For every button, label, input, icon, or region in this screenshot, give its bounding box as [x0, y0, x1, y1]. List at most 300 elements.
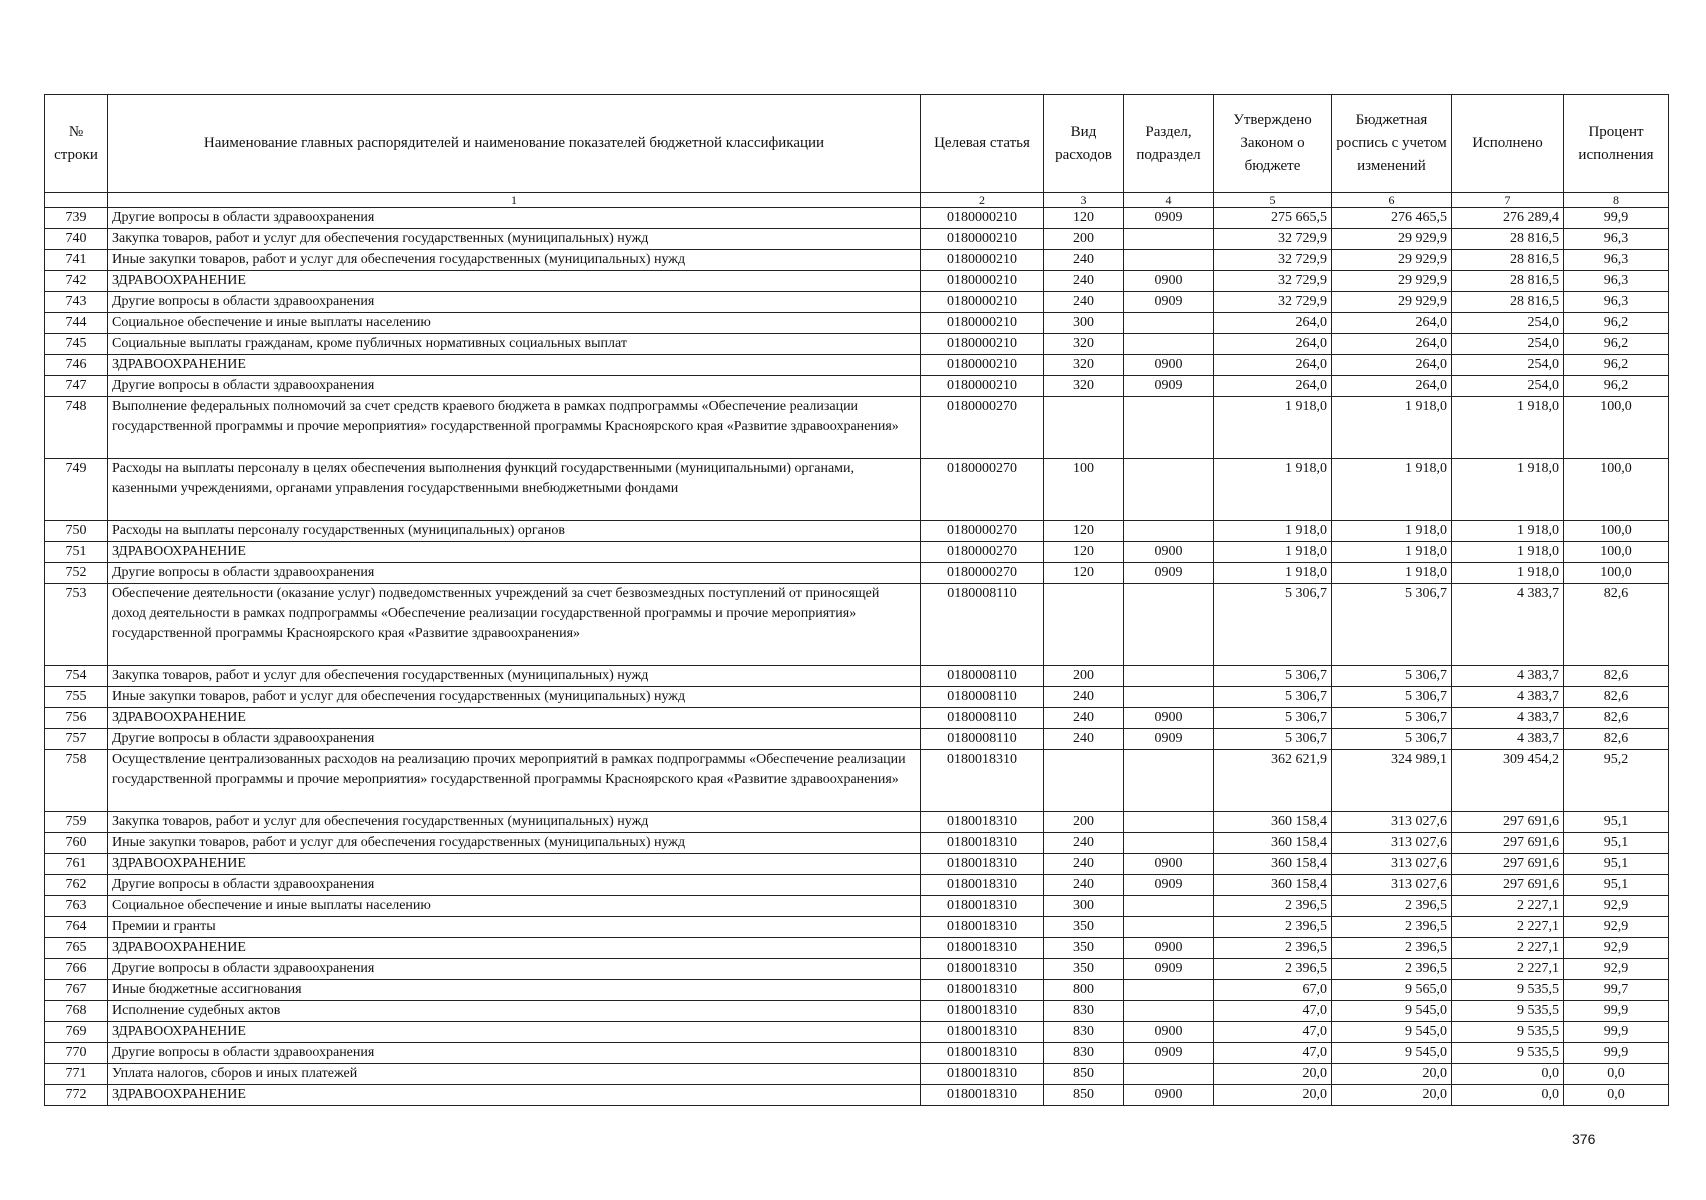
executed-cell: 297 691,6 — [1452, 833, 1564, 854]
approved-cell: 67,0 — [1214, 980, 1332, 1001]
expense-kind-cell: 100 — [1044, 459, 1124, 521]
percent-cell: 100,0 — [1564, 397, 1669, 459]
expense-kind-cell: 240 — [1044, 729, 1124, 750]
column-number: 6 — [1332, 193, 1452, 208]
row-number-cell: 739 — [45, 208, 108, 229]
name-cell: ЗДРАВООХРАНЕНИЕ — [108, 542, 921, 563]
table-row — [45, 292, 1669, 313]
executed-cell: 9 535,5 — [1452, 980, 1564, 1001]
name-cell: Премии и гранты — [108, 917, 921, 938]
name-cell: ЗДРАВООХРАНЕНИЕ — [108, 271, 921, 292]
target-article-cell: 0180018310 — [921, 980, 1044, 1001]
target-article-cell: 0180018310 — [921, 1043, 1044, 1064]
section-cell — [1124, 917, 1214, 938]
executed-cell: 28 816,5 — [1452, 271, 1564, 292]
name-cell: Социальное обеспечение и иные выплаты населению — [108, 313, 921, 334]
executed-cell: 276 289,4 — [1452, 208, 1564, 229]
executed-cell: 4 383,7 — [1452, 687, 1564, 708]
percent-cell: 99,9 — [1564, 1043, 1669, 1064]
expense-kind-cell: 240 — [1044, 687, 1124, 708]
name-cell: Социальные выплаты гражданам, кроме публичных нормативных социальных выплат — [108, 334, 921, 355]
expense-kind-cell: 300 — [1044, 313, 1124, 334]
column-number: 3 — [1044, 193, 1124, 208]
header-row-number: № строки — [45, 95, 108, 193]
column-number: 4 — [1124, 193, 1214, 208]
page-number: 376 — [1572, 1131, 1596, 1147]
name-cell: ЗДРАВООХРАНЕНИЕ — [108, 1085, 921, 1106]
executed-cell: 0,0 — [1452, 1085, 1564, 1106]
table-row — [45, 376, 1669, 397]
percent-cell: 96,3 — [1564, 271, 1669, 292]
header-name: Наименование главных распорядителей и наименование показателей бюджетной классификации — [108, 95, 921, 193]
expense-kind-cell: 320 — [1044, 376, 1124, 397]
section-cell — [1124, 334, 1214, 355]
expense-kind-cell: 240 — [1044, 854, 1124, 875]
section-cell — [1124, 250, 1214, 271]
table-row — [45, 334, 1669, 355]
section-cell — [1124, 750, 1214, 812]
executed-cell: 9 535,5 — [1452, 1043, 1564, 1064]
table-row — [45, 584, 1669, 666]
budget-list-cell: 264,0 — [1332, 355, 1452, 376]
expense-kind-cell: 320 — [1044, 334, 1124, 355]
budget-list-cell: 2 396,5 — [1332, 959, 1452, 980]
approved-cell: 264,0 — [1214, 376, 1332, 397]
target-article-cell: 0180008110 — [921, 708, 1044, 729]
percent-cell: 82,6 — [1564, 708, 1669, 729]
header-executed: Исполнено — [1452, 95, 1564, 193]
approved-cell: 360 158,4 — [1214, 833, 1332, 854]
expense-kind-cell: 800 — [1044, 980, 1124, 1001]
section-cell: 0909 — [1124, 1043, 1214, 1064]
column-number: 5 — [1214, 193, 1332, 208]
budget-list-cell: 9 545,0 — [1332, 1022, 1452, 1043]
target-article-cell: 0180018310 — [921, 1064, 1044, 1085]
executed-cell: 9 535,5 — [1452, 1022, 1564, 1043]
executed-cell: 297 691,6 — [1452, 875, 1564, 896]
name-cell: Закупка товаров, работ и услуг для обеспечения государственных (муниципальных) нужд — [108, 666, 921, 687]
expense-kind-cell: 120 — [1044, 563, 1124, 584]
approved-cell: 1 918,0 — [1214, 563, 1332, 584]
executed-cell: 254,0 — [1452, 334, 1564, 355]
row-number-cell: 751 — [45, 542, 108, 563]
target-article-cell: 0180018310 — [921, 917, 1044, 938]
section-cell: 0900 — [1124, 271, 1214, 292]
row-number-cell: 748 — [45, 397, 108, 459]
expense-kind-cell: 240 — [1044, 250, 1124, 271]
row-number-cell: 758 — [45, 750, 108, 812]
percent-cell: 96,2 — [1564, 334, 1669, 355]
table-body — [45, 208, 1669, 1106]
budget-list-cell: 5 306,7 — [1332, 666, 1452, 687]
expense-kind-cell — [1044, 397, 1124, 459]
expense-kind-cell: 240 — [1044, 271, 1124, 292]
expense-kind-cell — [1044, 750, 1124, 812]
budget-list-cell: 313 027,6 — [1332, 833, 1452, 854]
section-cell — [1124, 980, 1214, 1001]
percent-cell: 95,1 — [1564, 812, 1669, 833]
percent-cell: 100,0 — [1564, 542, 1669, 563]
percent-cell: 99,7 — [1564, 980, 1669, 1001]
name-cell: Другие вопросы в области здравоохранения — [108, 208, 921, 229]
table-row — [45, 1022, 1669, 1043]
row-number-cell: 752 — [45, 563, 108, 584]
approved-cell: 275 665,5 — [1214, 208, 1332, 229]
table-row — [45, 687, 1669, 708]
name-cell: Иные закупки товаров, работ и услуг для обеспечения государственных (муниципальных) нужд — [108, 250, 921, 271]
budget-list-cell: 9 545,0 — [1332, 1001, 1452, 1022]
expense-kind-cell: 120 — [1044, 208, 1124, 229]
section-cell — [1124, 397, 1214, 459]
name-cell: Другие вопросы в области здравоохранения — [108, 1043, 921, 1064]
column-number — [45, 193, 108, 208]
table-row — [45, 563, 1669, 584]
percent-cell: 0,0 — [1564, 1064, 1669, 1085]
budget-list-cell: 20,0 — [1332, 1085, 1452, 1106]
name-cell: Социальное обеспечение и иные выплаты населению — [108, 896, 921, 917]
budget-list-cell: 5 306,7 — [1332, 584, 1452, 666]
target-article-cell: 0180008110 — [921, 687, 1044, 708]
table-row — [45, 313, 1669, 334]
name-cell: Уплата налогов, сборов и иных платежей — [108, 1064, 921, 1085]
section-cell — [1124, 833, 1214, 854]
budget-list-cell: 264,0 — [1332, 376, 1452, 397]
expense-kind-cell: 120 — [1044, 542, 1124, 563]
approved-cell: 32 729,9 — [1214, 250, 1332, 271]
percent-cell: 92,9 — [1564, 938, 1669, 959]
target-article-cell: 0180008110 — [921, 729, 1044, 750]
table-row — [45, 208, 1669, 229]
approved-cell: 20,0 — [1214, 1064, 1332, 1085]
name-cell: Исполнение судебных актов — [108, 1001, 921, 1022]
executed-cell: 2 227,1 — [1452, 896, 1564, 917]
expense-kind-cell: 240 — [1044, 833, 1124, 854]
expense-kind-cell: 120 — [1044, 521, 1124, 542]
table-row — [45, 397, 1669, 459]
budget-list-cell: 5 306,7 — [1332, 708, 1452, 729]
target-article-cell: 0180018310 — [921, 750, 1044, 812]
percent-cell: 92,9 — [1564, 917, 1669, 938]
budget-list-cell: 5 306,7 — [1332, 687, 1452, 708]
approved-cell: 362 621,9 — [1214, 750, 1332, 812]
percent-cell: 96,3 — [1564, 250, 1669, 271]
approved-cell: 264,0 — [1214, 313, 1332, 334]
executed-cell: 4 383,7 — [1452, 708, 1564, 729]
target-article-cell: 0180000270 — [921, 542, 1044, 563]
percent-cell: 82,6 — [1564, 666, 1669, 687]
name-cell: ЗДРАВООХРАНЕНИЕ — [108, 1022, 921, 1043]
table-row — [45, 896, 1669, 917]
approved-cell: 2 396,5 — [1214, 917, 1332, 938]
executed-cell: 9 535,5 — [1452, 1001, 1564, 1022]
budget-list-cell: 29 929,9 — [1332, 250, 1452, 271]
percent-cell: 92,9 — [1564, 896, 1669, 917]
row-number-cell: 771 — [45, 1064, 108, 1085]
target-article-cell: 0180008110 — [921, 666, 1044, 687]
name-cell: ЗДРАВООХРАНЕНИЕ — [108, 938, 921, 959]
section-cell: 0900 — [1124, 938, 1214, 959]
target-article-cell: 0180018310 — [921, 812, 1044, 833]
target-article-cell: 0180018310 — [921, 959, 1044, 980]
section-cell — [1124, 313, 1214, 334]
expense-kind-cell: 350 — [1044, 959, 1124, 980]
budget-list-cell: 1 918,0 — [1332, 459, 1452, 521]
section-cell: 0909 — [1124, 208, 1214, 229]
header-section: Раздел, подраздел — [1124, 95, 1214, 193]
expense-kind-cell: 830 — [1044, 1001, 1124, 1022]
section-cell: 0900 — [1124, 542, 1214, 563]
approved-cell: 2 396,5 — [1214, 938, 1332, 959]
budget-list-cell: 2 396,5 — [1332, 938, 1452, 959]
section-cell — [1124, 584, 1214, 666]
target-article-cell: 0180000210 — [921, 292, 1044, 313]
table-row — [45, 250, 1669, 271]
name-cell: Иные закупки товаров, работ и услуг для обеспечения государственных (муниципальных) нужд — [108, 687, 921, 708]
name-cell: Другие вопросы в области здравоохранения — [108, 376, 921, 397]
percent-cell: 96,3 — [1564, 229, 1669, 250]
section-cell: 0900 — [1124, 1085, 1214, 1106]
table-row — [45, 708, 1669, 729]
row-number-cell: 769 — [45, 1022, 108, 1043]
table-row — [45, 875, 1669, 896]
name-cell: Другие вопросы в области здравоохранения — [108, 729, 921, 750]
section-cell — [1124, 896, 1214, 917]
executed-cell: 4 383,7 — [1452, 584, 1564, 666]
approved-cell: 5 306,7 — [1214, 584, 1332, 666]
executed-cell: 309 454,2 — [1452, 750, 1564, 812]
budget-list-cell: 5 306,7 — [1332, 729, 1452, 750]
executed-cell: 254,0 — [1452, 313, 1564, 334]
table-row — [45, 1064, 1669, 1085]
approved-cell: 360 158,4 — [1214, 812, 1332, 833]
section-cell — [1124, 229, 1214, 250]
budget-list-cell: 264,0 — [1332, 313, 1452, 334]
target-article-cell: 0180000270 — [921, 521, 1044, 542]
row-number-cell: 755 — [45, 687, 108, 708]
percent-cell: 96,2 — [1564, 355, 1669, 376]
target-article-cell: 0180000210 — [921, 355, 1044, 376]
budget-list-cell: 9 545,0 — [1332, 1043, 1452, 1064]
row-number-cell: 753 — [45, 584, 108, 666]
section-cell: 0909 — [1124, 292, 1214, 313]
target-article-cell: 0180000210 — [921, 208, 1044, 229]
percent-cell: 96,2 — [1564, 313, 1669, 334]
header-budget-list: Бюджетная роспись с учетом изменений — [1332, 95, 1452, 193]
percent-cell: 100,0 — [1564, 459, 1669, 521]
approved-cell: 5 306,7 — [1214, 666, 1332, 687]
expense-kind-cell: 200 — [1044, 812, 1124, 833]
executed-cell: 297 691,6 — [1452, 812, 1564, 833]
row-number-cell: 745 — [45, 334, 108, 355]
executed-cell: 1 918,0 — [1452, 459, 1564, 521]
table-row — [45, 750, 1669, 812]
approved-cell: 1 918,0 — [1214, 397, 1332, 459]
budget-list-cell: 29 929,9 — [1332, 271, 1452, 292]
executed-cell: 28 816,5 — [1452, 292, 1564, 313]
target-article-cell: 0180018310 — [921, 875, 1044, 896]
row-number-cell: 741 — [45, 250, 108, 271]
budget-list-cell: 1 918,0 — [1332, 397, 1452, 459]
percent-cell: 95,1 — [1564, 854, 1669, 875]
section-cell: 0909 — [1124, 376, 1214, 397]
header-approved: Утверждено Законом о бюджете — [1214, 95, 1332, 193]
column-number: 7 — [1452, 193, 1564, 208]
executed-cell: 1 918,0 — [1452, 542, 1564, 563]
column-number: 1 — [108, 193, 921, 208]
row-number-cell: 744 — [45, 313, 108, 334]
approved-cell: 2 396,5 — [1214, 896, 1332, 917]
approved-cell: 1 918,0 — [1214, 542, 1332, 563]
approved-cell: 32 729,9 — [1214, 229, 1332, 250]
approved-cell: 1 918,0 — [1214, 521, 1332, 542]
executed-cell: 4 383,7 — [1452, 729, 1564, 750]
target-article-cell: 0180018310 — [921, 833, 1044, 854]
percent-cell: 82,6 — [1564, 584, 1669, 666]
percent-cell: 96,3 — [1564, 292, 1669, 313]
name-cell: Обеспечение деятельности (оказание услуг) подведомственных учреждений за счет безвозмездных поступлений от приносящей доход деятельности в рамках подпрограммы «Обеспечение реализации государственной программы и прочие мероприятия» государственной программы Красноярского края «Развитие здравоохранения» — [108, 584, 921, 666]
budget-list-cell: 276 465,5 — [1332, 208, 1452, 229]
row-number-cell: 743 — [45, 292, 108, 313]
row-number-cell: 760 — [45, 833, 108, 854]
row-number-cell: 767 — [45, 980, 108, 1001]
approved-cell: 47,0 — [1214, 1022, 1332, 1043]
table-row — [45, 271, 1669, 292]
header-row — [45, 95, 1669, 193]
percent-cell: 99,9 — [1564, 1022, 1669, 1043]
executed-cell: 297 691,6 — [1452, 854, 1564, 875]
row-number-cell: 762 — [45, 875, 108, 896]
row-number-cell: 763 — [45, 896, 108, 917]
section-cell — [1124, 666, 1214, 687]
section-cell: 0900 — [1124, 708, 1214, 729]
row-number-cell: 765 — [45, 938, 108, 959]
expense-kind-cell: 830 — [1044, 1022, 1124, 1043]
name-cell: Другие вопросы в области здравоохранения — [108, 959, 921, 980]
executed-cell: 28 816,5 — [1452, 250, 1564, 271]
table-row — [45, 1043, 1669, 1064]
budget-list-cell: 1 918,0 — [1332, 521, 1452, 542]
row-number-cell: 750 — [45, 521, 108, 542]
row-number-cell: 772 — [45, 1085, 108, 1106]
expense-kind-cell: 850 — [1044, 1085, 1124, 1106]
budget-list-cell: 264,0 — [1332, 334, 1452, 355]
expense-kind-cell — [1044, 584, 1124, 666]
row-number-cell: 742 — [45, 271, 108, 292]
table-row — [45, 1001, 1669, 1022]
row-number-cell: 768 — [45, 1001, 108, 1022]
row-number-cell: 766 — [45, 959, 108, 980]
budget-list-cell: 2 396,5 — [1332, 917, 1452, 938]
name-cell: ЗДРАВООХРАНЕНИЕ — [108, 708, 921, 729]
table-row — [45, 355, 1669, 376]
target-article-cell: 0180018310 — [921, 938, 1044, 959]
table-row — [45, 666, 1669, 687]
budget-list-cell: 9 565,0 — [1332, 980, 1452, 1001]
percent-cell: 100,0 — [1564, 521, 1669, 542]
table-row — [45, 229, 1669, 250]
name-cell: Расходы на выплаты персоналу в целях обеспечения выполнения функций государственными (муниципальными) органами, казенными учреждениями, органами управления государственными внебюджетными фондами — [108, 459, 921, 521]
target-article-cell: 0180000210 — [921, 334, 1044, 355]
header-expense-kind: Вид расходов — [1044, 95, 1124, 193]
table-row — [45, 521, 1669, 542]
executed-cell: 2 227,1 — [1452, 917, 1564, 938]
executed-cell: 4 383,7 — [1452, 666, 1564, 687]
expense-kind-cell: 240 — [1044, 875, 1124, 896]
row-number-cell: 761 — [45, 854, 108, 875]
target-article-cell: 0180000270 — [921, 563, 1044, 584]
target-article-cell: 0180000210 — [921, 229, 1044, 250]
approved-cell: 264,0 — [1214, 334, 1332, 355]
name-cell: Расходы на выплаты персоналу государственных (муниципальных) органов — [108, 521, 921, 542]
table-row — [45, 959, 1669, 980]
column-number-row — [45, 193, 1669, 208]
percent-cell: 99,9 — [1564, 208, 1669, 229]
section-cell — [1124, 459, 1214, 521]
table-row — [45, 854, 1669, 875]
expense-kind-cell: 240 — [1044, 292, 1124, 313]
name-cell: ЗДРАВООХРАНЕНИЕ — [108, 854, 921, 875]
section-cell — [1124, 812, 1214, 833]
budget-list-cell: 29 929,9 — [1332, 292, 1452, 313]
section-cell: 0909 — [1124, 729, 1214, 750]
expense-kind-cell: 200 — [1044, 229, 1124, 250]
section-cell — [1124, 1064, 1214, 1085]
target-article-cell: 0180000210 — [921, 313, 1044, 334]
expense-kind-cell: 240 — [1044, 708, 1124, 729]
name-cell: Выполнение федеральных полномочий за счет средств краевого бюджета в рамках подпрограммы «Обеспечение реализации государственной программы и прочие мероприятия» государственной программы Красноярского края «Развитие здравоохранения» — [108, 397, 921, 459]
name-cell: Иные бюджетные ассигнования — [108, 980, 921, 1001]
table-row — [45, 833, 1669, 854]
executed-cell: 254,0 — [1452, 376, 1564, 397]
approved-cell: 20,0 — [1214, 1085, 1332, 1106]
percent-cell: 95,1 — [1564, 833, 1669, 854]
executed-cell: 2 227,1 — [1452, 959, 1564, 980]
section-cell — [1124, 687, 1214, 708]
row-number-cell: 759 — [45, 812, 108, 833]
row-number-cell: 740 — [45, 229, 108, 250]
approved-cell: 264,0 — [1214, 355, 1332, 376]
name-cell: Другие вопросы в области здравоохранения — [108, 875, 921, 896]
target-article-cell: 0180008110 — [921, 584, 1044, 666]
expense-kind-cell: 350 — [1044, 917, 1124, 938]
approved-cell: 360 158,4 — [1214, 854, 1332, 875]
percent-cell: 95,1 — [1564, 875, 1669, 896]
executed-cell: 254,0 — [1452, 355, 1564, 376]
approved-cell: 47,0 — [1214, 1043, 1332, 1064]
approved-cell: 1 918,0 — [1214, 459, 1332, 521]
name-cell: ЗДРАВООХРАНЕНИЕ — [108, 355, 921, 376]
expense-kind-cell: 350 — [1044, 938, 1124, 959]
table-row — [45, 980, 1669, 1001]
budget-list-cell: 313 027,6 — [1332, 854, 1452, 875]
budget-table — [44, 94, 1669, 1106]
budget-list-cell: 313 027,6 — [1332, 812, 1452, 833]
percent-cell: 96,2 — [1564, 376, 1669, 397]
table-row — [45, 1085, 1669, 1106]
name-cell: Другие вопросы в области здравоохранения — [108, 292, 921, 313]
percent-cell: 100,0 — [1564, 563, 1669, 584]
header-percent: Процент исполнения — [1564, 95, 1669, 193]
target-article-cell: 0180000210 — [921, 271, 1044, 292]
approved-cell: 32 729,9 — [1214, 292, 1332, 313]
name-cell: Другие вопросы в области здравоохранения — [108, 563, 921, 584]
budget-list-cell: 1 918,0 — [1332, 542, 1452, 563]
row-number-cell: 756 — [45, 708, 108, 729]
target-article-cell: 0180000210 — [921, 250, 1044, 271]
budget-list-cell: 29 929,9 — [1332, 229, 1452, 250]
target-article-cell: 0180018310 — [921, 896, 1044, 917]
expense-kind-cell: 320 — [1044, 355, 1124, 376]
